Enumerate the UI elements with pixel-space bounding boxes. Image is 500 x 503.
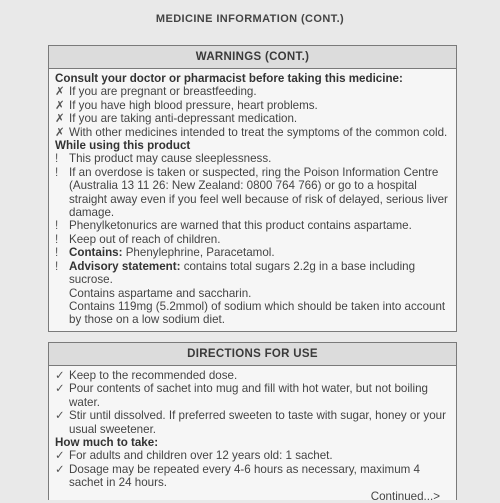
warning-item: ! Keep out of reach of children. [55, 232, 221, 246]
consult-item: ✗ With other medicines intended to treat the symptoms of the common cold. [55, 125, 448, 139]
cross-icon: ✗ [55, 98, 65, 112]
warning-item [55, 246, 450, 259]
consult-item: ✗ If you have high blood pressure, heart problems. [55, 98, 318, 112]
check-icon: ✓ [55, 369, 65, 382]
consult-heading: Consult your doctor or pharmacist before taking this medicine: [55, 72, 403, 85]
warning-item [55, 260, 450, 327]
check-icon: ✓ [55, 462, 65, 476]
check-icon: ✓ [55, 449, 65, 463]
exclamation-icon: ! [55, 152, 59, 166]
warnings-body [49, 69, 456, 327]
while-using-heading: While using this product [55, 139, 191, 153]
advisory-text: contains total sugars 2.2g in a base including sucrose. [69, 259, 416, 287]
exclamation-icon: ! [55, 246, 59, 260]
cross-icon: ✗ [55, 85, 65, 99]
warning-item: ! This product may cause sleeplessness. [55, 152, 272, 166]
cross-icon: ✗ [55, 112, 65, 126]
dosage-item: ✓ Dosage may be repeated every 4-6 hours as necessary, maximum 4 sachet in 24 hours. [55, 462, 420, 490]
advisory-label: Advisory statement: [69, 259, 181, 273]
warnings-header: WARNINGS (CONT.) [49, 46, 456, 69]
check-icon: ✓ [55, 409, 65, 423]
direction-item: ✓ Keep to the recommended dose. [55, 369, 238, 382]
consult-item: ✗ If you are taking anti-depressant medication. [55, 112, 298, 126]
directions-body [49, 366, 456, 503]
advisory-line: Contains aspartame and saccharin. [69, 286, 252, 300]
direction-item: ✓ Stir until dissolved. If preferred sweeten to taste with sugar, honey or your usual sweetener. [55, 409, 446, 436]
contains-label: Contains: [69, 246, 123, 260]
how-much-heading: How much to take: [55, 436, 159, 450]
directions-panel [48, 342, 457, 503]
warning-item: ! If an overdose is taken or suspected, ring the Poison Information Centre (Australia 13 11 26: New Zealand: 0800 764 766) or go to a hospital straight away even if you feel well because of risk of delayed, serious liver damage. [55, 165, 448, 220]
dosage-item: ✓ For adults and children over 12 years old: 1 sachet. [55, 449, 333, 463]
exclamation-icon: ! [55, 219, 59, 233]
directions-header: DIRECTIONS FOR USE [49, 343, 456, 366]
check-icon: ✓ [55, 382, 65, 396]
continued-label: Continued...> [370, 489, 440, 503]
cross-icon: ✗ [55, 125, 65, 139]
page-title: MEDICINE INFORMATION (CONT.) [155, 13, 345, 25]
exclamation-icon: ! [55, 232, 59, 246]
consult-item: ✗ If you are pregnant or breastfeeding. [55, 85, 257, 99]
exclamation-icon: ! [55, 259, 59, 273]
advisory-line: Contains 119mg (5.2mmol) of sodium which should be taken into account by those on a low sodium diet. [69, 299, 446, 327]
warnings-panel [48, 45, 457, 332]
warning-item: ! Phenylketonurics are warned that this product contains aspartame. [55, 219, 412, 233]
direction-item: ✓ Pour contents of sachet into mug and fill with hot water, but not boiling water. [55, 382, 428, 409]
contains-text: Phenylephrine, Paracetamol. [122, 246, 275, 260]
exclamation-icon: ! [55, 165, 59, 179]
